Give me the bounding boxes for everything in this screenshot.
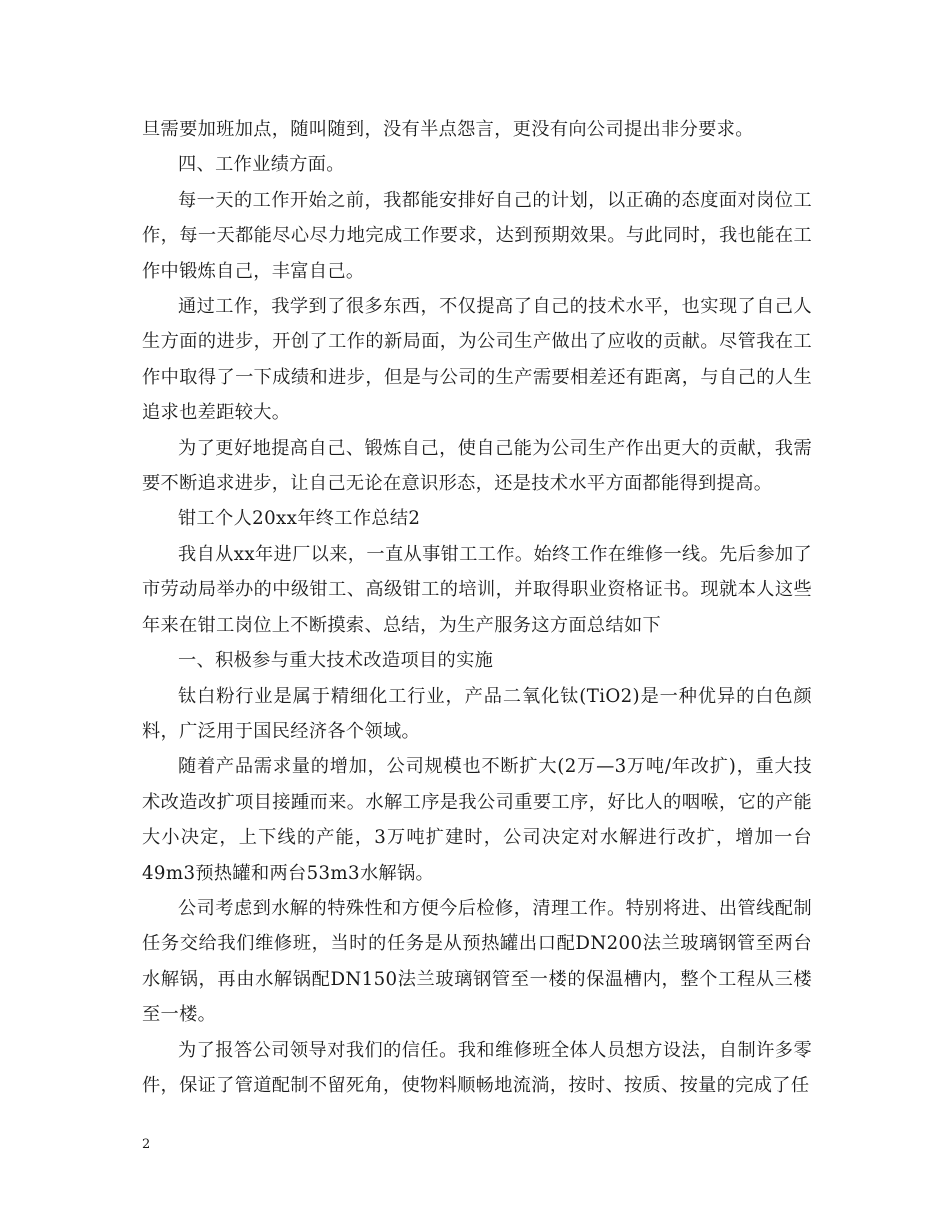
paragraph: 钳工个人20xx年终工作总结2: [178, 508, 421, 530]
page-number: 2: [142, 1137, 151, 1152]
paragraph: 钛白粉行业是属于精细化工行业，产品二氧化钛(TiO2)是一种优异的白色颜料，广泛用于国民经济各个领域。: [142, 685, 812, 742]
paragraph: 我自从xx年进厂以来，一直从事钳工工作。始终工作在维修一线。先后参加了市劳动局举办的中级钳工、高级钳工的培训，并取得职业资格证书。现就本人这些年来在钳工岗位上不断摸索、总结，为生产服务这方面总结如下: [142, 543, 812, 636]
paragraph: 为了更好地提高自己、锻炼自己，使自己能为公司生产作出更大的贡献，我需要不断追求进步，让自己无论在意识形态，还是技术水平方面都能得到提高。: [142, 437, 812, 495]
paragraph: 一、积极参与重大技术改造项目的实施: [178, 650, 494, 672]
paragraph: 为了报答公司领导对我们的信任。我和维修班全体人员想方设法，自制许多零件，保证了管道配制不留死角，使物料顺畅地流淌，按时、按质、按量的完成了任: [142, 1039, 812, 1096]
paragraph: 每一天的工作开始之前，我都能安排好自己的计划，以正确的态度面对岗位工作，每一天都能尽心尽力地完成工作要求，达到预期效果。与此同时，我也能在工作中锻炼自己，丰富自己。: [142, 189, 812, 282]
paragraph: 公司考虑到水解的特殊性和方便今后检修，清理工作。特别将进、出管线配制任务交给我们维修班，当时的任务是从预热罐出口配DN200法兰玻璃钢管至两台水解锅，再由水解锅配DN150法兰玻璃钢管至一楼的保温槽内，整个工程从三楼至一楼。: [142, 897, 812, 1026]
document-body: [142, 112, 812, 1103]
paragraph: 四、工作业绩方面。: [178, 154, 345, 176]
paragraph: 通过工作，我学到了很多东西，不仅提高了自己的技术水平，也实现了自己人生方面的进步，开创了工作的新局面，为公司生产做出了应收的贡献。尽管我在工作中取得了一下成绩和进步，但是与公司的生产需要相差还有距离，与自己的人生追求也差距较大。: [142, 296, 812, 424]
paragraph: 随着产品需求量的增加，公司规模也不断扩大(2万—3万吨/年改扩)，重大技术改造改扩项目接踵而来。水解工序是我公司重要工序，好比人的咽喉，它的产能大小决定，上下线的产能，3万吨扩建时，公司决定对水解进行改扩，增加一台49m3预热罐和两台53m3水解锅。: [142, 756, 812, 884]
paragraph: 旦需要加班加点，随叫随到，没有半点怨言，更没有向公司提出非分要求。: [142, 119, 754, 140]
